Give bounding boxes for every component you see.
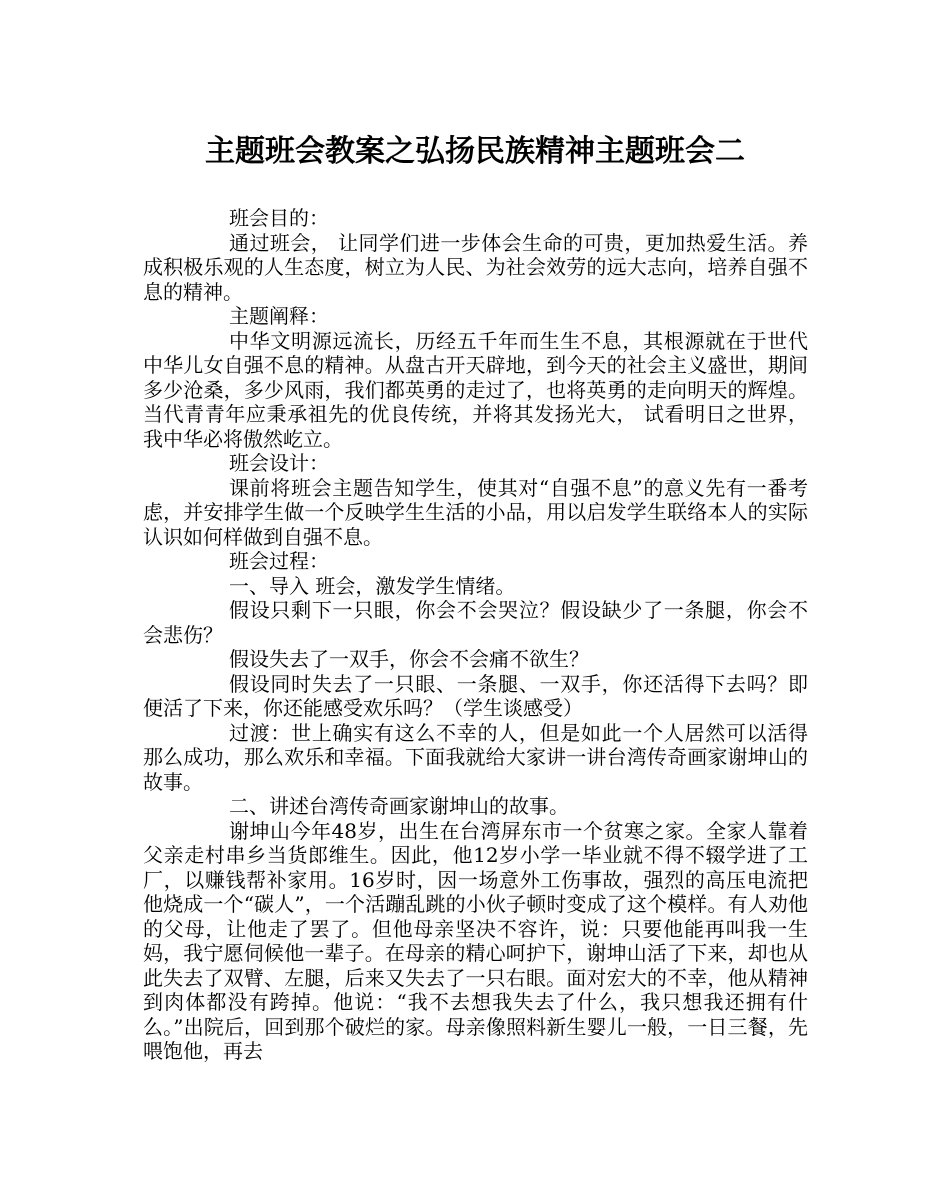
- paragraph: 假设只剩下一只眼，你会不会哭泣？假设缺少了一条腿，你会不会悲伤？: [143, 598, 808, 647]
- document-body: [143, 206, 808, 1064]
- paragraph: 课前将班会主题告知学生，使其对“自强不息”的意义先有一番考虑，并安排学生做一个反映学生生活的小品，用以启发学生联络本人的实际认识如何样做到自强不息。: [143, 475, 808, 549]
- paragraph: 假设同时失去了一只眼、一条腿、一双手，你还活得下去吗？即便活了下来，你还能感受欢乐吗？（学生谈感受）: [143, 671, 808, 720]
- document-title: 主题班会教案之弘扬民族精神主题班会二: [205, 134, 745, 169]
- paragraph: 谢坤山今年48岁，出生在台湾屏东市一个贫寒之家。全家人靠着父亲走村串乡当货郎维生。因此，他12岁小学一毕业就不得不辍学进了工厂，以赚钱帮补家用。16岁时，因一场意外工伤事故，强烈的高压电流把他烧成一个“碳人”，一个活蹦乱跳的小伙子顿时变成了这个模样。有人劝他的父母，让他走了罢了。但他母亲坚决不容许，说：只要他能再叫我一生妈，我宁愿伺候他一辈子。在母亲的精心呵护下，谢坤山活了下来，却也从此失去了双臂、左腿，后来又失去了一只右眼。面对宏大的不幸，他从精神到肉体都没有跨掉。他说：“我不去想我失去了什么，我只想我还拥有什么。”出院后，回到那个破烂的家。母亲像照料新生婴儿一般，一日三餐，先喂饱他，再去: [143, 818, 808, 1063]
- section-heading-theme: 主题阐释：: [229, 304, 329, 328]
- paragraph: 一、导入 班会，激发学生情绪。: [229, 573, 516, 598]
- paragraph: 过渡：世上确实有这么不幸的人，但是如此一个人居然可以活得那么成功，那么欢乐和幸福。下面我就给大家讲一讲台湾传奇画家谢坤山的故事。: [143, 720, 808, 794]
- section-heading-purpose: 班会目的：: [229, 206, 329, 230]
- paragraph: 通过班会， 让同学们进一步体会生命的可贵，更加热爱生活。养成积极乐观的人生态度，树立为人民、为社会效劳的远大志向，培养自强不息的精神。: [143, 230, 808, 304]
- paragraph: 假设失去了一双手，你会不会痛不欲生？: [229, 647, 589, 671]
- paragraph: 中华文明源远流长，历经五千年而生生不息，其根源就在于世代中华儿女自强不息的精神。从盘古开天辟地，到今天的社会主义盛世，期间多少沧桑，多少风雨，我们都英勇的走过了，也将英勇的走向明天的辉煌。当代青青年应秉承祖先的优良传统，并将其发扬光大， 试看明日之世界，我中华必将傲然屹立。: [143, 328, 808, 451]
- section-heading-design: 班会设计：: [229, 451, 329, 475]
- section-heading-process: 班会过程：: [229, 549, 329, 573]
- paragraph: 二、讲述台湾传奇画家谢坤山的故事。: [229, 794, 569, 818]
